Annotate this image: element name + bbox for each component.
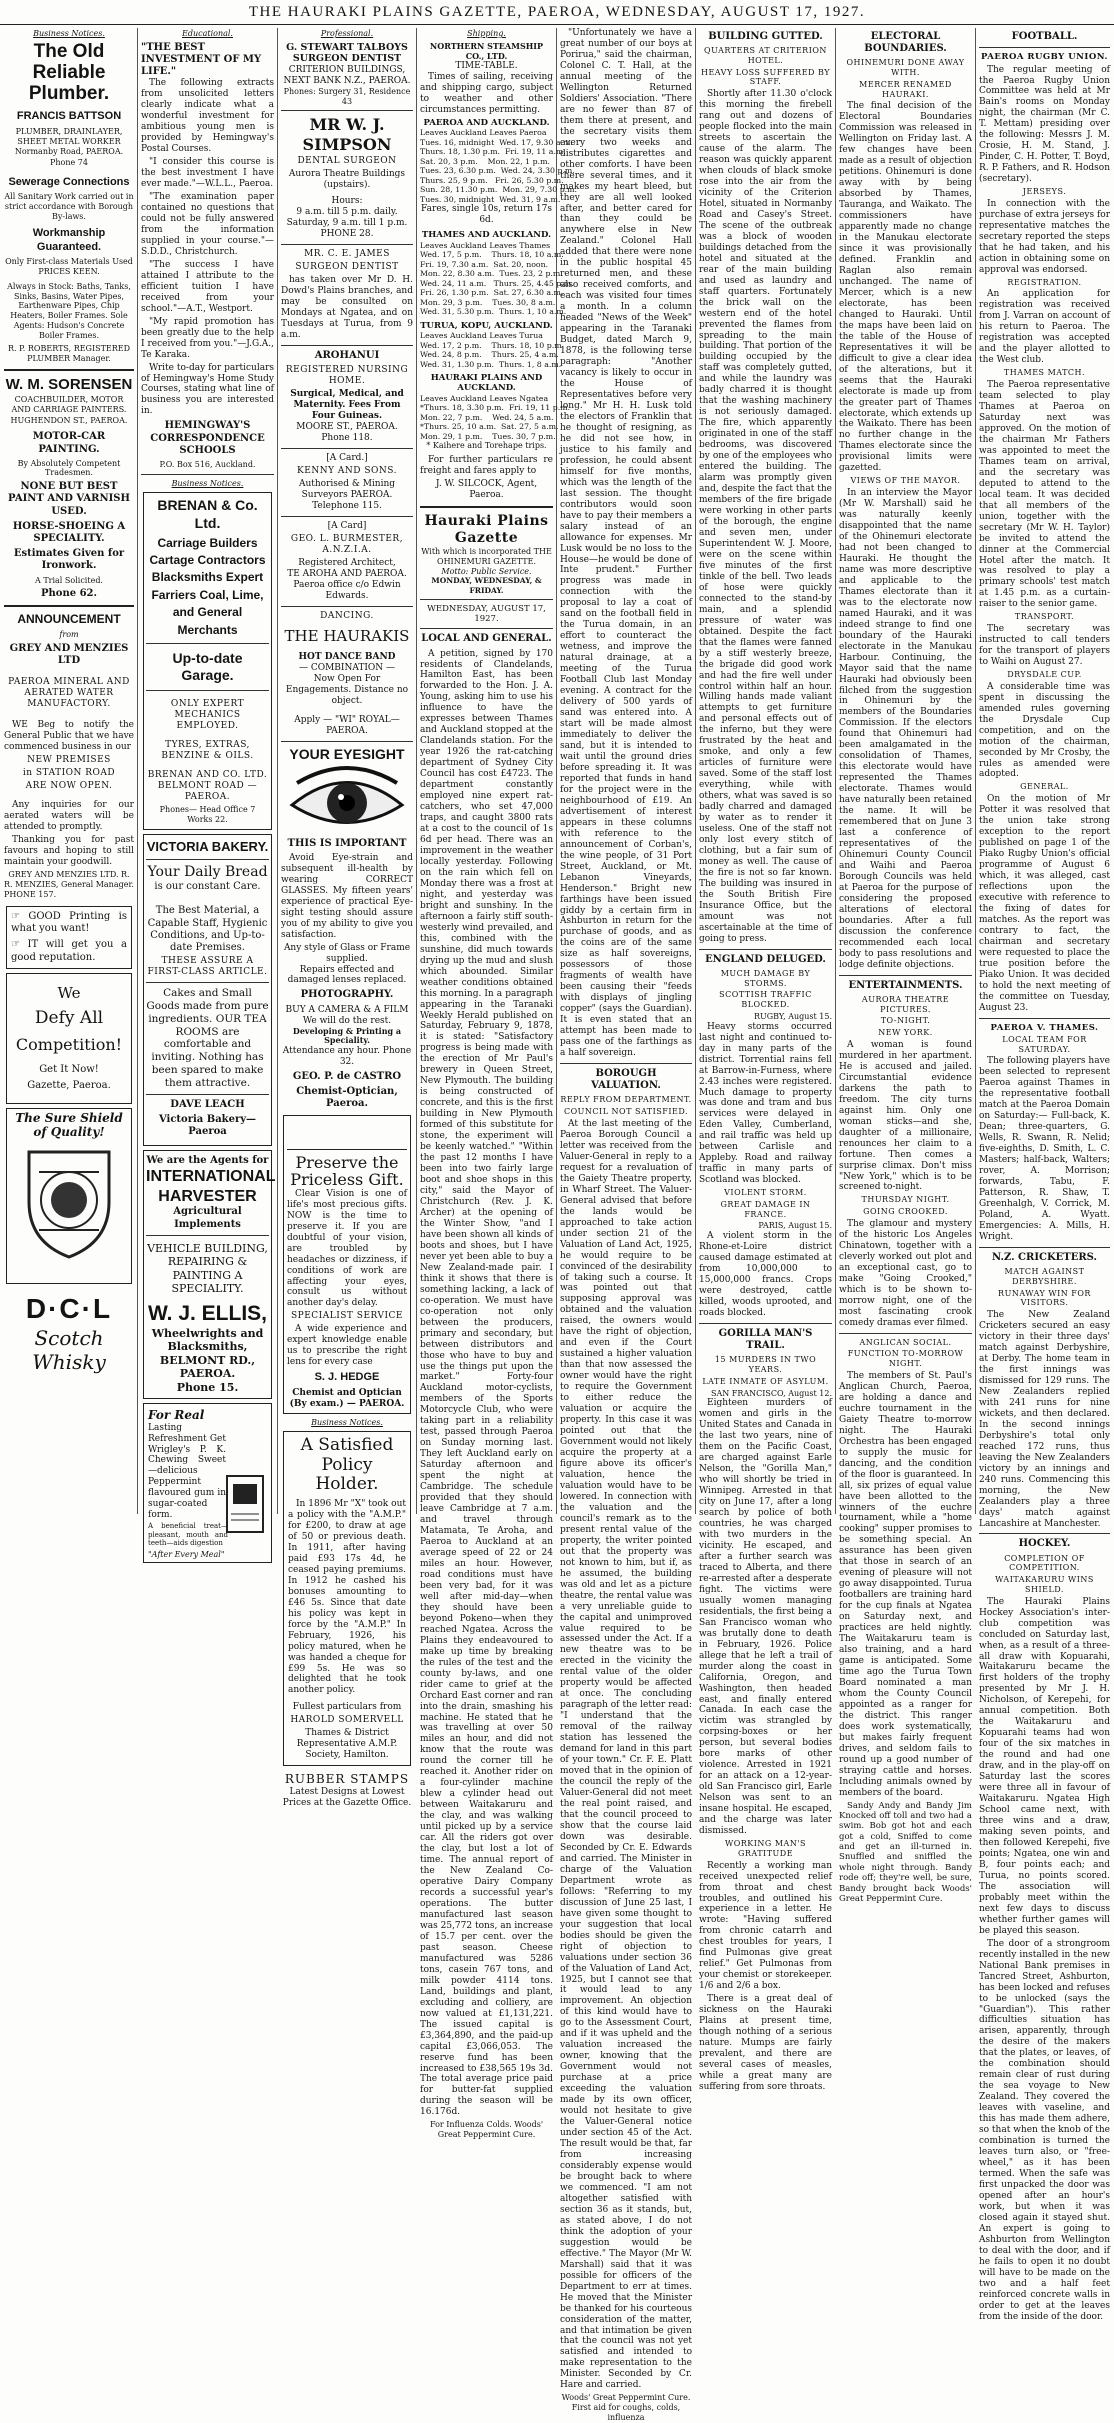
- motor-sub: By Absolutely Competent Tradesmen.: [17, 458, 121, 478]
- gutted-body: Shortly after 11.30 o'clock this morning the firebell rang out and dozens of people flocked into the main streets to ascertain the cause of the alarm. The reason was quickly apparent when clouds of black smoke rose into the air from the vicinity of the Criterion Hotel, situated in Normanby Road and Casey's Street. The scene of the outbreak was a block of wooden buildings detached from the hotel and situated at the rear of the main building and used as laundry and staff quarters. Fortunately the brick wall on the western end of the hotel prevented the flames from spreading to the main building. That portion of the building occupied by the staff was completely gutted, and while the laundry was badly charred it is thought that the washing machinery is not seriously damaged. The fire, which apparently originated in one of the staff bedrooms, was discovered by one of the employees who entered the building. The alarm was promptly given and, despite the fact that the members of the fire brigade were working in other parts of the borough, the engine and seven men, under Superintendent W. J. Moore, were on the scene within five minutes of the first tinkle of the bell. Two leads of hose were quickly connected to the stand-by main, and a splendid pressure of water was obtained. Despite the fact that the flames were fanned by a stiff westerly breeze, the brigade did good work and had the fire well under control within half an hour. Willing hands made valiant attempts to get furniture and personal effects out of the inferno, but they were frustrated by the heat and smoke, and only a few articles of furniture were saved. Some of the staff lost everything, while with others, what was saved is so badly charred and damaged by water as to render it useless. One of the staff not only lost every stitch of clothing, but a fair sum of money as well. The cause of the fire is not so far known. The building was insured in the South British Fire Insurance Office, but the amount was not ascertainable at the time of going to press.: [699, 89, 832, 944]
- hedge-name: S. J. HEDGE: [314, 1371, 380, 1384]
- dancing-title: DANCING.: [320, 610, 374, 621]
- defy-line-5: Gazette, Paeroa.: [27, 1080, 111, 1092]
- thursday-sub: THURSDAY NIGHT.: [861, 1195, 950, 1205]
- appointment-text: Attendance any hour. Phone 32.: [282, 1046, 412, 1068]
- tyres-text: TYRES, EXTRAS, BENZINE & OILS.: [161, 740, 254, 761]
- quarters-sub: QUARTERS AT CRITERION HOTEL.: [704, 46, 827, 65]
- registration-body: An application for registration was received from J. Varran on account of his return to Paeroa. The registration was accepted and the player allotted to the West club.: [979, 289, 1110, 366]
- pointer-icon: ☞: [11, 911, 29, 922]
- testimonial-3: "The success I have attained I attribute to the efficient tuition I have received from your school."—A.T., Westport.: [141, 259, 274, 314]
- shield-title: The Sure Shield of Quality!: [15, 1110, 123, 1140]
- sailing-row: *Thurs. 18, 3.30 p.m. Fri. 19, 11 p.m.: [420, 403, 571, 413]
- motto: Motto: Public Service.: [441, 566, 532, 576]
- wrigley-after: "After Every Meal": [148, 1550, 225, 1560]
- burmester-sub: Registered Architect,: [298, 557, 396, 568]
- shield-sub: WAITAKARURU WINS SHIELD.: [995, 1575, 1094, 1594]
- sailing-row: Mon. 29, 3 p.m. Tues. 30, 8 a.m.: [420, 297, 556, 307]
- gum-packet-icon: [225, 1474, 265, 1534]
- section-header: Business Notices.: [171, 478, 244, 488]
- arohanui: AROHANUI: [314, 349, 380, 361]
- nursing-sub: Surgical, Medical, and Maternity. Fees From Four Guineas.: [290, 389, 404, 421]
- sailing-row: *Thurs. 25, 10 a.m. Sat. 27, 5 a.m.: [420, 422, 559, 432]
- crooked-body: The glamour and mystery of the historic Los Angeles Chinatown, together with a cleverly worked out plot and an exceptional cast, go to make "Going Crooked," which is to be shown to-morrow night, one of the most fascinating crook comedy dramas ever filmed.: [839, 1218, 972, 1328]
- storms-sub: MUCH DAMAGE BY STORMS.: [720, 968, 811, 988]
- battson-name: FRANCIS BATTSON: [16, 110, 122, 123]
- kenny-phone: Telephone 115.: [312, 500, 382, 511]
- football-title: FOOTBALL.: [1011, 31, 1078, 42]
- eye-icon: [287, 765, 407, 835]
- garage-title: Up-to-date Garage.: [172, 649, 243, 684]
- announcement-product: PAEROA MINERAL AND AERATED WATER MANUFACTORY.: [8, 677, 130, 710]
- bakery-care: is our constant Care.: [154, 881, 261, 893]
- sailing-row: Tues. 30, midnight Wed. 31, 9 a.m.: [420, 194, 561, 204]
- paint-text: NONE BUT BEST PAINT AND VARNISH USED.: [8, 481, 130, 517]
- vehicle-text: VEHICLE BUILDING, REPAIRING & PAINTING A SPECIALITY.: [147, 1241, 268, 1295]
- combination: — COMBINATION —: [298, 662, 396, 673]
- local-general-title: LOCAL AND GENERAL.: [421, 633, 552, 645]
- bakery-sub: Your Daily Bread: [147, 864, 268, 881]
- open-for: Now Open For Engagements. Distance no object.: [285, 673, 409, 706]
- hockey-title: HOCKEY.: [1018, 1538, 1071, 1550]
- harvester-sub: Agricultural Implements: [173, 1206, 242, 1230]
- talboys-name: G. STEWART TALBOYS SURGEON DENTIST: [286, 41, 408, 65]
- sailing-row: Wed. 17, 2 p.m. Thurs. 18, 10 p.m.: [420, 340, 565, 350]
- violent-storm: VIOLENT STORM.: [724, 1188, 807, 1198]
- apply-text: Apply — "WI" ROYAL—PAEROA.: [294, 714, 400, 736]
- reply-sub: REPLY FROM DEPARTMENT.: [560, 1095, 692, 1105]
- ellis-phone: Phone 15.: [176, 1380, 239, 1394]
- fullest-text: Fullest particulars from: [292, 1702, 402, 1713]
- gorilla-title: GORILLA MAN'S TRAIL.: [718, 1327, 813, 1352]
- defy-line-4: Get It Now!: [39, 1064, 99, 1076]
- completion-sub: COMPLETION OF COMPETITION.: [1004, 1553, 1085, 1573]
- ellis-sub: Wheelwrights and Blacksmiths,: [151, 1326, 264, 1354]
- electoral-body: The final decision of the Electoral Boundaries Commission was released in Wellington on Friday last. A few changes have been made as a result of objection petitions. Ohinemuri is done away with by being absorbed by Thames, Tauranga, and Waikato. The commissioners have apparently made no change in the Manukau electorate since it was provisionally defined. Franklin and Raglan also remain unchanged. The name of Mercer, which is a new electorate, has been changed to Hauraki. Until the maps have been laid on the table of the House of Representatives it will be difficult to give a clear idea of the alterations, but it seems that the Hauraki electorate is made up from the greater part of Thames electorate, which extends up the Waikato. There has been no further change in the Thames electorate since the provisional limits were gazetted.: [839, 101, 972, 474]
- further-text: For further particulars re freight and fares apply to: [420, 455, 553, 477]
- turua-title: TURUA, KOPU, AUCKLAND.: [420, 320, 553, 331]
- new-premises: NEW PREMISES: [27, 755, 111, 766]
- sailing-row: Wed. 17, 5 p.m. Thurs. 18, 10 a.m.: [420, 250, 564, 260]
- thames-match-body: The Paeroa representative team selected to play Thames at Paeroa on Saturday next was approved. On the motion of the chairman Mr Fathers was appointed to meet the Thames team on arrival, and the secretary was deputed to attend to the local team. It was decided that all members of the union, together with the secretary (Mr W. H. Taylor) be invited to attend the dinner at the Commercial Hotel after the match. It was resolved to play a primary schools' test match at 1.45 p.m. as a curtain-raiser to the senior game.: [979, 380, 1110, 610]
- ngatea-title: HAURAKI PLAINS AND AUCKLAND.: [430, 373, 543, 394]
- announcement-firm: GREY AND MENZIES LTD: [9, 642, 129, 667]
- specialist-title: SPECIALIST SERVICE: [291, 1311, 403, 1322]
- preserve-title: Preserve the Priceless Gift.: [290, 1152, 404, 1190]
- card-label: [A Card.]: [326, 452, 368, 463]
- rubber-stamps: RUBBER STAMPS: [284, 1772, 410, 1787]
- column-1: [4, 28, 134, 1514]
- rugby-dateline: RUGBY, August 15.: [753, 1011, 832, 1021]
- battson-title: The Old Reliable Plumber.: [28, 40, 110, 104]
- electoral-title: ELECTORAL BOUNDARIES.: [864, 31, 947, 55]
- mechanics-text: ONLY EXPERT MECHANICS EMPLOYED.: [170, 699, 245, 732]
- newyork-sub: NEW YORK.: [878, 1028, 933, 1038]
- decorative-border: [287, 1119, 407, 1150]
- local-team-sub: LOCAL TEAM FOR SATURDAY.: [1002, 1034, 1087, 1054]
- thames-auckland: THAMES AND AUCKLAND.: [421, 230, 552, 241]
- announcement-from: from: [59, 630, 79, 640]
- printing-line-1: ☞ GOOD Printing is what you want!: [11, 911, 127, 935]
- ohinemuri-sub: OHINEMURI DONE AWAY WITH.: [846, 58, 965, 78]
- photo-body: BUY A CAMERA & A FILM We will do the rest.: [285, 1004, 409, 1026]
- quote-body: The following extracts from unsolicited letters clearly indicate what a wonderful investment for ambitious young men is provided by Hemingway's Postal Courses.: [141, 78, 274, 155]
- wrigley-title: For Real: [148, 1407, 205, 1422]
- section-header: Shipping.: [467, 29, 506, 38]
- specialist-body: A wide experience and expert knowledge enable us to prescribe the right lens for every case: [287, 1324, 407, 1368]
- eyesight-repairs: Repairs effected and damaged lenses replaced.: [287, 964, 407, 986]
- sailing-row: Tues. 16, midnight Wed. 17, 9.30 a.m.: [420, 137, 573, 147]
- column-rule: [695, 28, 696, 1514]
- hedge-sub: Chemist and Optician (By exam.) — PAEROA.: [289, 1387, 405, 1409]
- phone-157: PHONE 157.: [4, 890, 57, 900]
- eyesight-body: Avoid Eye-strain and subsequent ill-health by wearing CORRECT GLASSES. My fifteen years' experience of practical Eye-sight testing should assure you of my ability to give you satisfaction.: [281, 852, 413, 940]
- jerseys-body: In connection with the purchase of extra jerseys for representative matches the secretary reported the steps that he had taken, and his action in obtaining some on approval was endorsed.: [979, 198, 1111, 275]
- sorensen-trade: COACHBUILDER, MOTOR AND CARRIAGE PAINTERS.: [11, 395, 127, 414]
- brenan-phones: Phones— Head Office 7 Works 22.: [159, 804, 256, 824]
- aurora-sub: AURORA THEATRE PICTURES.: [861, 994, 950, 1014]
- motor-title: MOTOR-CAR PAINTING.: [32, 431, 106, 455]
- france-body: A violent storm in the Rhone-et-Loire district caused damage estimated at from 10,000,000 to 15,000,000 francs. Crops were destroyed, cattle killed, woods uprooted, and roads blocked.: [699, 1231, 832, 1318]
- timetable-title: TIME-TABLE.: [455, 61, 518, 72]
- brenan-title: BRENAN & Co. Ltd.: [157, 497, 258, 531]
- section-header: Business Notices.: [311, 1417, 383, 1427]
- somervell-name: HAROLD SOMERVELL: [290, 1715, 404, 1726]
- nursing-address: MOORE ST., PAEROA. Phone 118.: [296, 421, 398, 443]
- photo-title: PHOTOGRAPHY.: [300, 989, 394, 1001]
- horse-text: HORSE-SHOEING A SPECIALITY.: [12, 520, 126, 544]
- hours-title: Hours:: [331, 196, 363, 207]
- now-open: ARE NOW OPEN.: [25, 780, 113, 791]
- rugby-body: The regular meeting of the Paeroa Rugby Union Committee was held at Mr Bain's rooms on Monday night, the chairman (Mr C. T. Mettam) presiding over the following: Messrs J. M. Crosie, H. M. Stand, J. Pinder, C. H. Potter, T. Boyd, R. P. Fathers, and R. Hodson (secretary).: [979, 64, 1110, 185]
- wrigley-body: Lasting Refreshment Get Wrigley's P. K. Chewing Sweet—delicious Peppermint flavoured gum in sugar-coated form.: [148, 1422, 226, 1521]
- paeroa-auckland: PAEROA AND AUCKLAND.: [423, 118, 550, 129]
- column-rule: [277, 28, 278, 1514]
- somervell-sub: Thames & District Representative A.M.P. Society, Hamilton.: [296, 1728, 398, 1761]
- james-title: MR. C. E. JAMES: [304, 249, 390, 260]
- news-body-2: At the last meeting of the Paeroa Borough Council a letter was received from the Valuer-General in reply to a request for a revaluation of the Gaiety Theatre property, in Wharf Street. The Valuer-General advised that before the lands would be approached to take action under section 21 of the Valuation of Land Act, 1925, he would require to be convinced of the desirability of taking such a course. It was pointed out that supposing approval was obtained and the valuation raised, the owners would have the right of objection, and even if the Court sustained a higher valuation than that now assessed the owner would have the right to require the Government to either reduce the valuation or acquire the property. In this case it was pointed out that the Government would not likely acquire the property at a figure above its officer's valuation, hence the valuation would have to be lowered. In connection with the valuation and the council's remark as to the present rental value of the property, the writer pointed out that the property was not known to him, but if, as he assumed, the building was old and let as a picture theatre, the rental value was a very unreliable guide to the capital and unimproved value required to be assessed under the Act. If a new theatre was to be erected in the vicinity the rental value of the older property would be affected at once. The concluding paragraph of the letter read: "I understand that the removal of the railway station has lessened the demand for land in this part of your town." Cr. F. E. Platt moved that in the opinion of the council the reply of the Valuer-General did not meet the real point raised, and that the council proceed to show that the course laid down was desirable. Seconded by Cr. E. Edwards and carried. The Minister in charge of the Valuation Department wrote as follows: "Referring to my discussion of June 25 last, I have given some thought to your suggestion that local bodies should be given the right of objection to valuations under section 36 of the Valuation of Land Act, 1925, but I cannot see that it would lead to any improvement. An objection of this kind would have to go to the Assessment Court, and if it was upheld and the valuation increased the owner, knowing that the Government would not purchase at a price exceeding the valuation made by its own officer, would not hesitate to give the Valuer-General notice under section 45 of the Act. The result would be that, far from increasing considerably expense would be brought back to where we commenced. "I am not altogether satisfied with section 36 as it stands, but, as stated above, I do not think the adoption of your suggestion would be effective." The Mayor (Mr W. Marshall) said that it was possible for officers of the Department to err at times. He moved that the Minister be thanked for his courteous consideration of the matter, and that intimation be given that the council was not yet satisfied and intended to make representation to the Minister. Seconded by Cr. Hare and carried.: [560, 1118, 692, 2391]
- building-gutted-title: BUILDING GUTTED.: [708, 31, 823, 42]
- strongroom-body: The door of a strongroom recently installed in the new National Bank premises in Tancred Street, Ashburton, has been locked and refuses to be unlocked (says the "Guardian"). This rather difficulties situation has arisen, apparently, through the desire of the makers that the plates, or leaves, of the combination should remain clear of rust during the sea voyage to New Zealand. They covered the leaves with vaseline, and this has made them adhere, so that when the knob of the combination is turned the leaves turn also, or "free-wheel," as it has been termed. When the safe was first unpacked the door was opened after an hour's work, but when it was closed again it stayed shut. An expert is going to Ashburton from Wellington to deal with the door, and if he fails to open it no doubt will have to be made on the two and a half feet reinforced concrete walls in order to get at the leaves from the inside of the door.: [979, 1938, 1110, 2322]
- battson-trade: PLUMBER, DRAINLAYER, SHEET METAL WORKER: [15, 126, 123, 146]
- sailing-header: Leaves Auckland Leaves Thames: [420, 240, 551, 250]
- general-body: On the motion of Mr Potter it was resolved that the union take strong exception to the report published on page 1 of the Piako Rugby Union's official programme of August 6 which, it was alleged, cast reflections upon the executive with reference to the fixing of dates for matches. As the report was contrary to fact, the chairman and secretary were requested to place the true position before the Piako Union. It was decided to hold the next meeting of the committee on Tuesday, August 23.: [979, 794, 1110, 1013]
- signoff-text: GREY AND MENZIES LTD. R. R. MENZIES, General Manager.: [4, 869, 134, 889]
- policy-body: In 1896 Mr "X" took out a policy with the "A.M.P." for £200, to draw at age of 50 or previous death. In 1911, after having paid £93 17s 4d, he ceased paying premiums. In 1912 he cashed his bonuses amounting to £46 5s. Since that date his policy was kept in force by the "A.M.P." In February, 1926, his policy matured, when he was handed a cheque for £99 5s. He was so delighted that he took another policy.: [288, 1498, 406, 1696]
- jerseys-sub: JERSEYS.: [1022, 187, 1067, 197]
- sailing-row: Fri. 26, 1.30 p.m. Sat. 27, 6.30 a.m.: [420, 288, 564, 298]
- sailing-row: Tues. 23, 6.30 p.m. Wed. 24, 3.30 p.m.: [420, 166, 575, 176]
- hemingway-box: P.O. Box 516, Auckland.: [159, 459, 256, 469]
- testimonial-1: "I consider this course is the best investment I have ever made."—W.L.L., Paeroa.: [141, 157, 274, 190]
- cricket-body: The New Zealand Cricketers secured an easy victory in their three days' match against Derbyshire, at Derby. The home team in the first innings was dismissed for 129 runs. The New Zealanders replied with 241 runs for nine wickets, and then declared. In the second innings Derbyshire's total only reached 172 runs, thus leaving the New Zealanders victory by an innings and 240 runs. Commencing this morning, the New Zealanders play a three days' match against Lancashire at Manchester.: [979, 1310, 1110, 1529]
- hemingway-title: HEMINGWAY'S CORRESPONDENCE SCHOOLS: [150, 420, 265, 456]
- gazette-sub: With which is incorporated THE OHINEMURI GAZETTE.: [421, 547, 552, 566]
- sailing-row: Sat. 20, 3 p.m. Mon. 22, 1 p.m.: [420, 156, 550, 166]
- sailing-row: Thurs. 25, 9 p.m. Fri. 26, 5.30 p.m.: [420, 175, 564, 185]
- anglican-title: ANGLICAN SOCIAL.: [859, 1337, 952, 1347]
- gratitude-body: Recently a working man received unexpected relief from throat and chest troubles, and outlined his experience in a letter. He wrote: "Having suffered from chronic catarrh and chest troubles for years, I find Pulmonas give great relief." Get Pulmonas from your chemist or storekeeper. 1/6 and 2/6 a box.: [699, 1860, 832, 1992]
- transport-sub: TRANSPORT.: [1014, 612, 1075, 622]
- stock-text: Always in Stock: Baths, Tanks, Sinks, Basins, Water Pipes, Earthenware Pipes, Chip Heaters, Boiler Frames. Sole Agents: Hudson's Concrete Boiler Frames.: [7, 281, 131, 340]
- gazette-title: Hauraki Plains Gazette: [424, 512, 549, 547]
- anglican-body: The members of St. Paul's Anglican Church, Paeroa, are holding a dance and euchre tournament in the Gaiety Theatre to-morrow night. The Hauraki Orchestra has been engaged to supply the music for dancing, and the condition of the floor is guaranteed. In all, six prizes of equal value have been allotted to the winners of the euchre tournament, while a "home cooking" supper promises to be something special. An assurance has been given that those in search of an evening of pleasure will not go away disappointed. Turua footballers are training hard for the cup finals at Ngatea on Saturday next, and practices are held nightly. The Waitakaruru team is also training, and a hard game is anticipated. Some time ago the Turua Town Board nominated a man whom the County Council appointed as a ranger for the district. This ranger does work systematically, but makes fairly frequent drives, and seldom fails to round up a good number of straying cattle and horses. Including animals owned by members of the board.: [839, 1370, 972, 1798]
- news-body-1: "Unfortunately we have a great number of our boys at Porirua," said the chairman, Colonel C. T. Hall, at the annual meeting of the Wellington Returned Soldiers' Association. "There are no fewer than 87 of them there at present, and the secretary visits them every two weeks and distributes cigarettes and other comforts. I have been there several times, and it makes my heart bleed, but they are all well looked after, and better cared for than they could be anywhere else in New Zealand." Colonel Hall added that there were none in the public hospital 45 returned men, and these also received comforts, and each was visited four times a month. In a column headed "News of the Week" appearing in the Taranaki Budget, dated March 9, 1878, is the following terse paragraph: "Another vacancy is likely to occur in the House of Representatives before very long." Mr H. H. Lusk told the electors of Franklin that he thought of resigning, as he did not see how, in justice to his family and profession, he could absent himself for five months, which was the length of the last session. The thought contributors would soon have to pay their members a salary instead of an allowance for expenses. Mr Lusk would be no loss to the House—he would be done of Inte prudent." Further progress was made in connection with the proposal to lay a coat of sand on the football field in the Turua domain, in an effort to counteract the wetness, and improve the natural drainage, at a meeting of the Turua Football Club last Monday evening. A contract for the delivery of 500 yards of sand was entered into. A start will be made almost immediately to deliver the sand, but it is intended to wait until the ground dries before spreading it. It was reported that funds in hand for the project were in the neighbourhood of £19. An advertisement of interest appears in these columns with reference to the announcement of Corban's, the wine people, of 31 Port Street, Auckland, or Mt. Lebanon Vineyards, Henderson." Bright new farthings have been issued giddy by a certain firm in Ashburton in return for the purchase of goods, and as the coins are of the same size as half sovereigns, possessors of those fragments of wealth have been causing their "feeds with displays of jingling copper" (says the Guardian). It is even stated that an attempt has been made to pass one of the farthings as a half sovereign.: [560, 28, 692, 1059]
- preserve-body: Clear Vision is one of life's most precious gifts. NOW is the time to preserve it. If you are doubtful of your vision, are troubled by headaches or dizziness, if conditions of work are affecting your eyes, consult us without another day's delay.: [287, 1188, 407, 1309]
- wrigley-ad: [143, 1403, 272, 1563]
- haurakis-band: THE HAURAKIS: [284, 627, 410, 646]
- thames-match-sub: THAMES MATCH.: [1003, 368, 1086, 378]
- testimonial-4: "My rapid promotion has been greatly due to the help I received from you."—J.G.A., Te Karaka.: [141, 316, 274, 360]
- cricketers-title: N.Z. CRICKETERS.: [991, 1251, 1097, 1263]
- function-sub: FUNCTION TO-MORROW NIGHT.: [847, 1349, 964, 1369]
- column-8: [979, 28, 1111, 2322]
- burmester-name: GEO. L. BURMESTER, A.N.Z.I.A.: [290, 533, 404, 555]
- ellis-name: W. J. ELLIS,: [147, 1302, 268, 1326]
- burmester-office: Paeroa office c/o Edwin Edwards.: [293, 579, 401, 601]
- sewerage-text: All Sanitary Work carried out in strict accordance with Borough By-laws.: [4, 192, 134, 221]
- column-2: [141, 28, 276, 1560]
- hot-dance: HOT DANCE BAND: [298, 651, 396, 662]
- heavy-sub: HEAVY LOSS SUFFERED BY STAFF.: [700, 67, 831, 87]
- gratitude-title: WORKING MAN'S GRATITUDE: [724, 1839, 807, 1858]
- castro-sub: Chemist-Optician, Paeroa.: [296, 1086, 398, 1110]
- harvester-pre: We are the Agents for: [146, 1155, 269, 1167]
- battson-phone: Phone 74: [50, 158, 88, 168]
- defy-line-1: We: [57, 983, 81, 1002]
- northern-title: NORTHERN STEAMSHIP CO., LTD.: [429, 40, 544, 61]
- eyesight-style: Any style of Glass or Frame supplied.: [283, 942, 411, 964]
- dcl-logo: D·C·L: [25, 1292, 113, 1324]
- nursing-title: REGISTERED NURSING HOME.: [285, 365, 409, 387]
- battson-address: Normanby Road, PAEROA.: [14, 147, 124, 157]
- silcock-name: J. W. SILCOCK, Agent, Paeroa.: [435, 479, 538, 500]
- registration-sub: REGISTRATION.: [1007, 277, 1082, 287]
- team-body: The following players have been selected to represent Paeroa against Thames in the representative football match at the Paeroa Domain on Saturday:— Full-back, K. Dean; three-quarters, G. Wells, R. Swann, R. Nelid; five-eighths, D. Smith, L. C. Masters; half-back, Walters; rover, A. Morrison; forwards, Tabu, F. Patterson, R. Shaw, T. Greenhalgh, V. Corrick, M. Poland, A. Wyatt. Emergencies: A. Mills, H. Wright.: [979, 1056, 1110, 1242]
- estimates-text: Estimates Given for Ironwork.: [13, 548, 125, 572]
- section-header: Business Notices.: [33, 29, 105, 38]
- issue-date: WEDNESDAY, AUGUST 17, 1927.: [427, 603, 546, 624]
- gorilla-body: Eighteen murders of women and girls in the United States and Canada in the last two years, nine of them on the Pacific Coast, are charged against Earle Nelson, the "Gorilla Man," who will shortly be tried in Winnipeg. Arrested in that city on June 17, after a long search by police of both countries, he was charged with two murders in the vicinity. He escaped, and after a further search was traced to Alberta, and there re-arrested after a desperate fight. The victims were usually women managing residentials, the first being a San Francisco woman who was brutally done to death in February, 1926. Police allege that he left a trail of murder along the coast in California, Oregon, and Washington, then headed east, and finally entered Canada. In each case the victim was strangled by corpsing-boxes or her person, but several bodies bore marks of other violence. Arrested in 1921 for an attack on a 12-year-old San Francisco girl, Earle Nelson was sent to an insane hospital. He escaped, and the charge was later dismissed.: [699, 1398, 832, 1837]
- section-header: Professional.: [320, 29, 374, 38]
- general-sub: GENERAL.: [1020, 782, 1069, 792]
- column-rule: [416, 28, 417, 1514]
- publication-days: MONDAY, WEDNESDAY, & FRIDAY.: [431, 576, 542, 595]
- james-sub: SURGEON DENTIST: [295, 262, 399, 273]
- announcement-body: WE Beg to notify the General Public that we have commenced business in our: [4, 720, 134, 753]
- paeroa-thames-title: PAEROA V. THAMES.: [990, 1022, 1099, 1033]
- timetable-note: Times of sailing, receiving and shipping cargo, subject to weather and other circumstances permitting.: [420, 72, 553, 116]
- wrigley-ad-text: A beneficial treat—pleasant, mouth and teeth—aids digestion: [148, 1522, 228, 1548]
- sailing-row: Wed. 24, 8 p.m. Thurs. 25, 4 a.m.: [420, 350, 559, 360]
- talboys-address: CRITERION BUILDINGS, NEXT BANK N.Z., PAEROA.: [283, 64, 411, 86]
- sailing-row: Sun. 28, 11.30 p.m. Mon. 29, 7.30 p.m.: [420, 185, 578, 195]
- talboys-phone: Phones: Surgery 31, Residence 43: [283, 86, 411, 106]
- card-label: [A Card]: [327, 520, 367, 531]
- sorensen-title: W. M. SORENSEN: [5, 375, 133, 393]
- trial-text: A Trial Solicited.: [35, 575, 103, 585]
- kenny-name: KENNY AND SONS.: [297, 465, 397, 476]
- drysdale-sub: DRYSDALE CUP.: [1007, 669, 1082, 679]
- traffic-sub: SCOTTISH TRAFFIC BLOCKED.: [719, 990, 812, 1010]
- mercer-sub: MERCER RENAMED HAURAKI.: [859, 79, 952, 99]
- printing-line-2: ☞ IT will get you a good reputation.: [11, 939, 127, 963]
- inmate-sub: LATE INMATE OF ASYLUM.: [702, 1376, 829, 1386]
- sailing-row: Fri. 19, 7.30 a.m. Sat. 20, noon.: [420, 259, 549, 269]
- column-rule: [137, 28, 138, 1514]
- important-title: THIS IS IMPORTANT: [287, 837, 407, 849]
- mayor-body: In an interview the Mayor (Mr W. Marshall) said he was naturally keenly disappointed that the name of the Ohinemuri electorate had not been changed to Hauraki. He thought the name was more descriptive and applicable to the Thames electorate than it was to the electorate now named Hauraki, and it was indeed strange to find one boundary of the Hauraki electorate in the Manukau Harbour. Continuing, the Mayor said that the name Hauraki had obviously been filched from the suggestion in Ohinemuri by the members of the Boundaries Commission. If the electors found that Ohinemuri had been amalgamated in the consolidation of Thames, this electorate would have represented the Thames electorate. Thames would have naturally been retained the name. It will be remembered that on June 3 last a conference of representatives of the Ohinemuri County Council and Waihi and Paeroa Borough Councils was held at Paeroa for the purpose of considering the proposed alterations of electoral boundaries. After a full discussion the conference recommended each local body to pass resolutions and lodge definite objections.: [839, 488, 972, 970]
- scotch-whisky: Scotch Whisky: [32, 1325, 106, 1375]
- fares-text: Fares, single 10s, return 17s 6d.: [421, 204, 552, 226]
- column-6: [699, 28, 832, 2092]
- sailing-row: Wed. 31, 1.30 p.m. Thurs. 1, 8 a.m.: [420, 359, 562, 369]
- bakery-body: The Best Material, a Capable Staff, Hygienic Conditions, and Up-to-date Premises.: [147, 905, 268, 954]
- phone-62: Phone 62.: [41, 588, 97, 600]
- column-rule: [975, 28, 976, 1514]
- dcl-whisky-ad: [6, 1108, 132, 1284]
- brenan-address: BRENAN AND CO. LTD. BELMONT ROAD — PAEROA.: [147, 769, 268, 802]
- simpson-title: MR W. J. SIMPSON: [302, 115, 392, 154]
- sailing-header: Leaves Auckland Leaves Paeroa: [420, 128, 547, 138]
- borough-valuation-title: BOROUGH VALUATION.: [591, 1068, 661, 1092]
- shield-icon: [9, 1142, 129, 1262]
- leach-name: DAVE LEACH: [170, 1098, 245, 1110]
- sailing-row: Wed. 24, 11 a.m. Thurs. 25, 4.45 p.m.: [420, 278, 574, 288]
- derbyshire-sub: MATCH AGAINST DERBYSHIRE.: [1004, 1267, 1085, 1286]
- sailing-row: Mon. 29, 1 p.m. Tues. 30, 7 p.m.: [420, 431, 556, 441]
- station-road: in STATION ROAD: [22, 768, 116, 778]
- views-sub: VIEWS OF THE MAYOR.: [850, 476, 961, 486]
- hours-text: 9 a.m. till 5 p.m. daily. Saturday, 9 a.m. till 1 p.m. PHONE 28.: [286, 207, 408, 240]
- newyork-body: A woman is found murdered in her apartment. He is accused and jailed. Circumstantial evidence darkens the path to freedom. The city turns against him. Only one woman sticks—and she, daughter of a millionaire, renounces her claim to a fortune. Then comes a surprise climax. Don't miss "New York," which is to be screened to-night.: [839, 1039, 972, 1193]
- flu-ad: For Influenza Colds. Woods' Great Peppermint Cure.: [429, 2120, 544, 2140]
- thanks-text: Thanking you for past favours and hoping to still maintain your goodwill.: [4, 834, 134, 867]
- testimonial-2: "The examination paper contained no questions that could not be fully answered from the information supplied in your course."—S.D.D., Christchurch.: [141, 192, 274, 257]
- sailing-header: Leaves Auckland Leaves Ngatea: [420, 393, 549, 403]
- column-5: [560, 28, 692, 2422]
- deluged-body: Heavy storms occurred last night and continued to-day in many parts of the district. Torrential rains fell at Barrow-in-Furness, where 2.43 inches were registered. Much damage to property was done and tram and bus services were delayed in Eden Valley, Cumberland, and rail traffic was held up between Carlisle and Appleby. Road and railway traffic in many parts of Scotland was blocked.: [699, 1021, 832, 1186]
- quote-title: "THE BEST INVESTMENT OF MY LIFE.": [141, 41, 262, 78]
- column-7: [839, 28, 972, 1904]
- council-sub: COUNCIL NOT SATISFIED.: [563, 1107, 688, 1117]
- sickness-body: There is a great deal of sickness on the Hauraki Plains at present time, though nothing of a serious nature. Mumps are fairly prevalent, and there are several cases of measles, while a great many are suffering from sore throats.: [699, 1994, 832, 2092]
- sandy-verse: Sandy Andy and Bandy Jim Knocked off toll and two had a swim. Bob got hot and each got a cold, Sniffed to come and get an ill-turned in. Snuffled and sniffled the whole night through. Bandy rode off; they're well, be sure, Bandy brought back Woods' Great Peppermint Cure.: [839, 1800, 972, 1904]
- sanfran-dateline: SAN FRANCISCO, August 12.: [711, 1388, 832, 1398]
- murders-sub: 15 MURDERS IN TWO YEARS.: [714, 1355, 817, 1375]
- james-body: has taken over Mr D. H. Dowd's Plains branches, and may be consulted on Mondays at Ngatea, and on Tuesdays at Turua, from 9 a.m.: [281, 275, 413, 340]
- announcement-title: ANNOUNCEMENT: [17, 612, 121, 627]
- flu-ad: Woods' Great Peppermint Cure. First aid for coughs, colds, influenza: [561, 2393, 691, 2422]
- france-sub: GREAT DAMAGE IN FRANCE.: [720, 1199, 811, 1219]
- sorensen-address: HUGHENDON ST., PAEROA.: [10, 415, 128, 425]
- eyesight-title: YOUR EYESIGHT: [289, 745, 405, 762]
- sewerage-title: Sewerage Connections: [8, 175, 130, 188]
- local-general-body: A petition, signed by 170 residents of Clandelands, Hamilton East, has been forwarded to the Hon. J. A. Young, asking him to use his influence to have the expresses between Thames and Auckland stopped at the Clandelands station. For the year 1926 the rat-catching department of Sydney City Council has cost £4723. The department constantly employed nine expert rat-catchers, who set 47,000 traps, and caught 3800 rats at a cost to the council of 1s 6d per head. There was an improvement in the weather locally yesterday. Following on the rain which fell on Monday there was a frost at night, and yesterday was bright and sunshiny. In the afternoon a fairly stiff south-westerly wind prevailed, and this, combined with the sunshine, did much towards drying up the mud and slush which abounded. Similar weather conditions obtained this morning. In a paragraph appearing in the Taranaki Weekly Herald published on Saturday, February 9, 1878, it is stated: "Satisfactory progress is being made with the erection of Mr Paul's brewery in Queen Street, New Plymouth. The building is being constructed of concrete, and this is the first building in New Plymouth formed of this substitute for stone, the experiment will be keenly watched." "Within the past 12 months I have been into two fairly large boot and shoe shops in this city," said the Mayor of Christchurch (Rev. J. K. Archer) at the opening of the Winter Show, "and I have been shown all kinds of boots and shoes, but I have never yet been able to buy a New Zealand-made pair. I think it shows that there is something lacking, a lack of co-operation. We must have co-operation not only between the producers, primary and secondary, but between distributors and those who have to buy and use the things put upon the market." Forty-four Auckland motor-cyclists, members of the Sports Motorcycle Club, who were taking part in a reliability test, passed through Paeroa on Sunday morning last. They left Auckland early on Saturday afternoon and spent the night at Cambridge. The schedule provided that they should leave Cambridge at 7 a.m. and travel through Matamata, Te Aroha, and Paeroa to Auckland at an average speed of 22 or 24 miles an hour. However, road conditions must have been very bad, for it was well after mid-day—when they should have been beyond Pokeno—when they reached Ngatea. Across the Plains they endeavoured to make up time by breaking the rules of the test and the county by-laws, and one rider came to grief at the Orchard East corner and ran into the drain, smashing his machine. He stated that he was travelling at over 50 miles an hour, and did not know that the route was round the corner till he reached it. Another rider on a four-cylinder machine blew a cylinder head out between Waitakaruru and the clay, and was walking until picked up by a service car. All the riders got over the clay, but lost a lot of time. The annual report of the New Zealand Co-operative Dairy Company records a successful year's operations. The butter manufactured last season was 25,772 tons, an increase of 15.7 per cent. over the past season. Cheese manufactured was 5286 tons, casein 767 tons, and milk powder 4114 tons. Land, buildings and plant, excluding and colliery, are now valued at £1,131,221. The issued capital is £3,364,890, and the paid-up capital £3,066,053. The reserve fund has been increased to £38,565 19s 3d. The total average price paid for butter-fat supplied during the season will be 16.176d.: [420, 648, 553, 2118]
- column-rule: [835, 28, 836, 1514]
- cakes-text: Cakes and Small Goods made from pure ingredients. OUR TEA ROOMS are comfortable and inviting. Nothing has been spared to make them attractive.: [146, 987, 269, 1089]
- defy-line-3: Competition!: [15, 1034, 123, 1054]
- sailing-header: Leaves Auckland Leaves Turua: [420, 331, 543, 341]
- roberts-manager: R. P. ROBERTS, REGISTERED PLUMBER Manager.: [7, 344, 131, 364]
- england-deluged-title: ENGLAND DELUGED.: [705, 953, 826, 965]
- sailing-row: Mon. 22, 7 p.m. Wed. 24, 5 a.m.: [420, 412, 554, 422]
- section-header: Educational.: [182, 29, 233, 38]
- policy-title: A Satisfied Policy Holder.: [300, 1435, 394, 1495]
- transport-body: The secretary was instructed to call tenders for the transport of players to Waihi on August 27.: [979, 624, 1110, 668]
- kaihere-note: * Kaihere and Torehape trips.: [426, 441, 547, 451]
- bakery-title: VICTORIA BAKERY.: [146, 839, 269, 855]
- harvester-title: INTERNATIONAL HARVESTER: [146, 1168, 276, 1205]
- rugby-union-title: PAEROA RUGBY UNION.: [981, 52, 1108, 63]
- workmanship-text: Only First-class Materials Used PRICES KEEN.: [5, 257, 133, 277]
- hockey-body: The Hauraki Plains Hockey Association's inter-club competition was concluded on Saturday last, when, as a result of a three-all draw with Kopuarahi, Waitakaruru became the first holders of the trophy presented by Mr J. H. Nicholson, of Kerepehi, for annual competition. Both the Waitakaruru and Kopuarahi teams had won four of the six matches in the round and had one draw, and in the play-off on Saturday last the scores were three all in favour of Waitakaruru. Ngatea High School came next, with three wins and a draw, making seven points, and then followed Kerepehi, five points; Ngatea, one win and B, four points each; and Turua, no points scored. The association will probably meet within the next few days to discuss whether further games will be played this season.: [979, 1596, 1110, 1936]
- paris-dateline: PARIS, August 15.: [758, 1221, 832, 1231]
- pointer-icon: ☞: [11, 939, 28, 951]
- developing-text: Developing & Printing a Speciality.: [292, 1025, 402, 1046]
- entertainments-title: ENTERTAINMENTS.: [848, 979, 963, 991]
- sailing-row: Mon. 22, 8.30 a.m. Tues. 23, 2 p.m.: [420, 269, 563, 279]
- workmanship-title: Workmanship Guaranteed.: [32, 227, 106, 253]
- simpson-address: Aurora Theatre Buildings (upstairs).: [288, 169, 406, 191]
- masthead: THE HAURAKI PLAINS GAZETTE, PAEROA, WEDNESDAY, AUGUST 17, 1927.: [0, 0, 1114, 25]
- runaway-sub: RUNAWAY WIN FOR VISITORS.: [998, 1288, 1091, 1308]
- inquiries-text: Any inquiries for our aerated waters will be attended to promptly.: [4, 799, 134, 832]
- sailing-row: Thurs. 18, 1.30 p.m. Fri. 19, 11 a.m.: [420, 147, 566, 157]
- crooked-sub: GOING CROOKED.: [863, 1207, 948, 1217]
- defy-line-2: Defy All: [34, 1008, 104, 1029]
- simpson-sub: DENTAL SURGEON: [297, 156, 397, 167]
- column-4: [420, 28, 578, 2140]
- tonight-sub: TO-NIGHT.: [880, 1016, 931, 1026]
- leach-sub: Victoria Bakery—Paeroa: [158, 1113, 257, 1137]
- bakery-assure: THESE ASSURE A FIRST-CLASS ARTICLE.: [147, 956, 268, 978]
- drysdale-body: A considerable time was spent in discussing the amended rules governing the Drysdale Cup competition, and on the motion of the chairman, seconded by Mr Crosby, the rules as amended were adopted.: [979, 681, 1110, 780]
- kenny-sub: Authorised & Mining Surveyors PAEROA.: [298, 478, 396, 500]
- column-3: [281, 28, 413, 1808]
- rubber-stamps-sub: Latest Designs at Lowest Prices at the Gazette Office.: [282, 1786, 412, 1808]
- ellis-address: BELMONT RD., PAEROA.: [159, 1353, 256, 1381]
- brenan-lines: Carriage Builders Cartage Contractors Blacksmiths Expert Farriers Coal, Lime, and General Merchants: [149, 535, 266, 637]
- burmester-address: TE AROHA AND PAEROA.: [287, 568, 407, 579]
- castro-name: GEO. P. de CASTRO: [292, 1071, 402, 1082]
- sailing-row: Wed. 31, 5.30 p.m. Thurs. 1, 10 a.m.: [420, 307, 567, 317]
- write-text: Write to-day for particulars of Hemingway's Home Study Courses, stating what line of business you are interested in.: [141, 362, 274, 417]
